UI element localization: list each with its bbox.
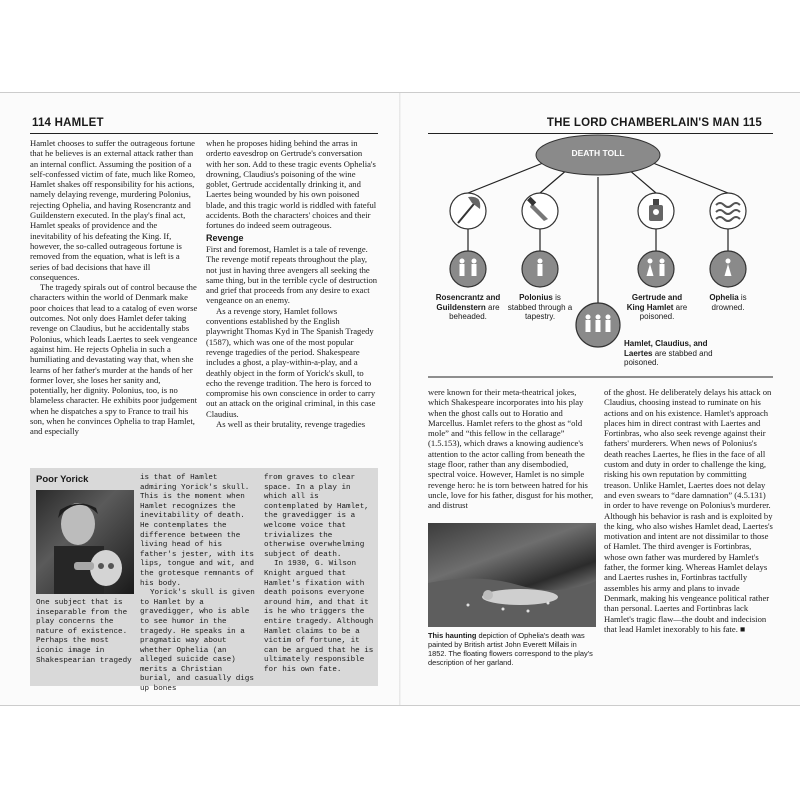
left-head-title: HAMLET <box>54 117 104 129</box>
victim-fate: are stabbed and poisoned. <box>624 348 713 367</box>
victim-label-rosencrantz <box>424 293 512 322</box>
victim-name: Ophelia <box>709 293 739 302</box>
victim-fate: is stabbed through a tapestry. <box>507 293 573 321</box>
hamlet-skull-photo <box>36 490 134 594</box>
paragraph: First and foremost, Hamlet is a tale of revenge. The revenge motif repeats throughout the play, not just in having three avengers all seeking the same thing, but in the terrible cycle of destruction and grief that proceeds from any desire to exact vengeance on an enemy. <box>206 243 378 306</box>
victim-name: Polonius <box>519 293 553 302</box>
right-page-number: 115 <box>742 117 762 129</box>
victim-name: Hamlet, Claudius, and Laertes <box>624 339 708 358</box>
painting-illustration <box>428 523 596 627</box>
paragraph: As a revenge story, Hamlet follows conventions established by the English playwright Thomas Kyd in The Spanish Tragedy (1587), which was one of the most popular revenge tragedies of the period. Shakespeare includes a ghost, a play-within-a-play, and a deathly object in the form of Yorick's skull, to echo the revenge tradition. The hero is forced to compromise his own conscience in order to carry out an attack on the original criminal, in this case Claudius. <box>206 305 376 419</box>
right-column-1 <box>428 387 596 517</box>
caption-lead: This haunting <box>428 631 477 640</box>
victim-name: Gertrude and King Hamlet <box>626 293 683 312</box>
sidebar-column-1 <box>36 599 134 683</box>
victim-label-gertrude <box>622 293 692 322</box>
left-header-rule <box>30 133 378 134</box>
right-running-head <box>547 117 762 129</box>
photo-illustration <box>36 490 134 594</box>
section-heading: Revenge <box>206 232 244 243</box>
victim-label-hamlet-claudius-laertes <box>624 339 734 368</box>
paragraph: were known for their meta-theatrical jokes, which Shakespeare incorporates into his play when the ghost calls out to Horatio and Marcellus. Hamlet refers to the ghost as “old mole” and “this fellow in the cellarage” (1.5.153), which draws a knowing audience's attention to the actor calling from beneath the stage floor, rather than any disembodied, spectral voice. However, Hamlet is no simple revenge hero: he is torn between hatred for his uncle, love for his father, disgust for his mother, and distrust <box>428 387 594 511</box>
paragraph: The tragedy spirals out of control because the characters within the world of Denmark make poor choices that lead to a catalog of even worse outcomes. Not only does Hamlet defer taking revenge on Claudius, but he accidentally stabs Polonius, which leads Laertes to seek vengeance against him. He rejects Ophelia in such a humiliating and devastating way that, when she learns of her father's murder at the hands of her former lover, she loses her sanity and, potentially, her dignity. Polonius, too, is no blameless character. He exhibits poor judgement when he dispatches a spy to France to trail his son, when he convinces Ophelia to trap Hamlet, and especially <box>30 282 198 437</box>
left-page-number: 114 <box>32 117 52 129</box>
book-spread <box>0 92 800 706</box>
victim-name: Rosencrantz and Guildenstern <box>435 293 501 312</box>
paragraph: One subject that is inseparable from the play concerns the nature of existence. Perhaps the most iconic image in Shakespearian tragedy <box>36 599 132 665</box>
victim-label-ophelia <box>696 293 760 312</box>
poor-yorick-sidebar <box>30 468 378 694</box>
ophelia-painting <box>428 523 596 627</box>
victim-fate: are beheaded. <box>449 302 500 321</box>
sidebar-title: Poor Yorick <box>36 474 89 485</box>
paragraph: As well as their brutality, revenge tragedies <box>216 419 366 430</box>
paragraph: from graves to clear space. In a play in which all is contemplated by Hamlet, the gravedigger is a welcome voice that trivializes the otherwise overwhelming subject of death. <box>264 474 369 559</box>
diagram-title: DEATH TOLL <box>571 148 625 158</box>
left-column-1 <box>30 138 200 468</box>
right-head-title: THE LORD CHAMBERLAIN'S MAN <box>546 117 740 129</box>
caption-text: depiction of Ophelia's death was painted by British artist John Everett Millais in 1852. The floating flowers correspond to the play's description of her garland. <box>428 631 593 667</box>
paragraph: In 1930, G. Wilson Knight argued that Hamlet's fixation with death poisons everyone around him, and that it is he who triggers the entire tragedy. Although Hamlet claims to be a victim of fortune, it can be argued that he is ultimately responsible for his own fate. <box>264 560 374 674</box>
paragraph: is that of Hamlet admiring Yorick's skull. This is the moment when Hamlet recognizes the inevitability of death. He contemplates the difference between the living head of his father's jester, with its lips, tongue and wit, and the grotesque remnants of his body. <box>140 474 254 588</box>
left-running-head <box>32 117 104 129</box>
paragraph: Yorick's skull is given to Hamlet by a gravedigger, who is able to see humor in the tragedy. He speaks in a pragmatic way about whether Ophelia (an alleged suicide case) merits a Christian burial, and casually digs up bones <box>140 589 255 694</box>
right-page <box>400 93 800 705</box>
paragraph: when he proposes hiding behind the arras in orderto eavesdrop on Gertrude's conversation with her son. Add to these tragic events Ophelia's drowning, Claudius's poisoning of the wine goblet, Gertrude accidentally drinking it, and Laertes being wounded by his own poisoned blade, and this tragic world is riddled with fateful accidents. Both the characters' choices and their fortunes do indeed seem outrageous. <box>206 138 377 231</box>
painting-caption <box>428 631 596 683</box>
victim-fate: are poisoned. <box>639 302 688 321</box>
left-column-2 <box>206 138 378 468</box>
right-column-2 <box>604 387 774 687</box>
sidebar-column-2 <box>140 474 258 694</box>
left-page <box>0 93 400 705</box>
death-toll-diagram <box>428 133 773 383</box>
victim-fate: is drowned. <box>711 293 747 312</box>
paragraph: Hamlet chooses to suffer the outrageous fortune that he believes is an external attack rather than an internal conflict. Assuming the position of a self-confessed victim of fate, much like Romeo, Hamlet shakes off responsibility for his actions, namely delaying revenge, murdering Polonius, rejecting Ophelia, and having Rosencrantz and Guildenstern executed. In the play's final act, Hamlet speaks of providence and the inevitability of his defeating the King. If, however, the so-called outrageous fortune is removed from the equation, what is left is a series of bad decisions that have ill consequences. <box>30 138 196 282</box>
paragraph: of the ghost. He deliberately delays his attack on Claudius, choosing instead to ruminate on his actions and on his existence. Hamlet's approach places him in direct contrast with Laertes and Fortinbras, who also seek revenge against their fathers' murderers. When news of Polonius's death reaches Laertes, he flies in the face of all custom and duty in order to challenge the king, risking his own reputation by committing treason. Unlike Hamlet, Laertes does not delay and even swears to “dare damnation” (4.5.131) in order to have revenge on Polonius's murderer. Although his behavior is rash and is exploited by the king, who also wishes Hamlet dead, Laertes's motivation and intent are not dissimilar to those of Hamlet. The third avenger is Fortinbras, whose own father was murdered by Hamlet's father, the former king. Whereas Hamlet delays and Laertes rushes in, Fortinbras tactfully assembles his army and plans to invade Denmark, making his vengeance political rather than personal. Laertes and Fortinbras lack Hamlet's tragic flaw—the doubt and indecision that lead Hamlet inexorably to his fate. ■ <box>604 387 773 634</box>
victim-label-polonius <box>504 293 576 322</box>
sidebar-column-3 <box>264 474 374 683</box>
